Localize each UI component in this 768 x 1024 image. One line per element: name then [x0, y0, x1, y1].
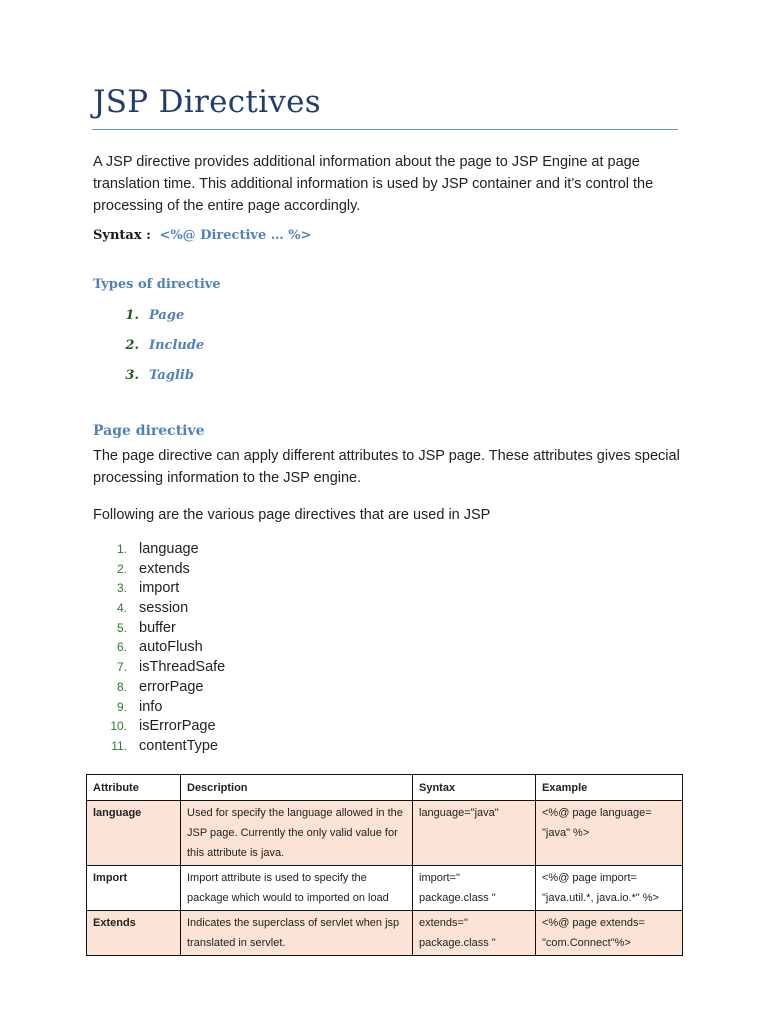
list-label: extends [139, 560, 190, 577]
list-number: 9. [116, 699, 127, 714]
list-label: errorPage [139, 678, 204, 695]
list-item [93, 559, 225, 579]
cell-syntax: language="java" [413, 801, 536, 866]
cell-description: Used for specify the language allowed in the JSP page. Currently the only valid value for this attribute is java. [181, 801, 413, 866]
page-attributes-list [93, 539, 225, 756]
list-number: 10. [110, 719, 127, 734]
types-heading: Types of directive [93, 277, 221, 292]
page-directive-paragraph: The page directive can apply different attributes to JSP page. These attributes gives special processing information to the JSP engine. [93, 448, 680, 486]
list-item [93, 618, 225, 638]
list-number: 1. [125, 308, 139, 323]
list-item [93, 657, 225, 677]
list-label: isErrorPage [139, 718, 216, 735]
directive-type-include: Include [149, 338, 205, 353]
table-row [87, 801, 683, 866]
column-header-syntax: Syntax [413, 775, 536, 801]
cell-example: <%@ page extends= "com.Connect"%> [536, 911, 683, 956]
attributes-table [86, 774, 683, 956]
syntax-label: Syntax : [93, 228, 151, 243]
list-item [93, 697, 225, 717]
list-item [93, 336, 204, 366]
cell-description: Indicates the superclass of servlet when jsp translated in servlet. [181, 911, 413, 956]
list-item [93, 366, 204, 396]
list-item [93, 736, 225, 756]
list-number: 6. [116, 640, 127, 655]
list-label: language [139, 541, 199, 557]
list-number: 4. [116, 601, 127, 616]
list-label: session [139, 600, 189, 617]
list-item [93, 677, 225, 697]
following-paragraph: Following are the various page directives that are used in JSP [93, 507, 491, 523]
list-item [93, 578, 225, 598]
directive-types-list [93, 306, 204, 396]
list-number: 2. [125, 338, 139, 353]
syntax-line [93, 228, 312, 243]
cell-attribute: Import [87, 866, 181, 911]
list-number: 2. [116, 561, 127, 576]
title-underline [92, 129, 678, 130]
page-title: JSP Directives [93, 84, 322, 120]
list-item [93, 539, 225, 559]
intro-paragraph: A JSP directive provides additional information about the page to JSP Engine at page translation time. This additional information is used by JSP container and it’s control the processing of the entire page accordingly. [93, 154, 654, 214]
cell-attribute: Extends [87, 911, 181, 956]
cell-example: <%@ page import= "java.util.*, java.io.*" %> [536, 866, 683, 911]
table-row [87, 911, 683, 956]
list-number: 3. [125, 368, 139, 383]
list-label: buffer [139, 619, 176, 636]
syntax-code: <%@ Directive … %> [159, 228, 312, 243]
list-item [93, 637, 225, 657]
list-number: 8. [116, 679, 127, 694]
list-label: isThreadSafe [139, 659, 226, 676]
list-label: autoFlush [139, 639, 203, 656]
table-row [87, 866, 683, 911]
list-label: info [139, 698, 163, 715]
cell-attribute: language [87, 801, 181, 866]
list-label: import [139, 580, 180, 597]
column-header-attribute: Attribute [87, 775, 181, 801]
list-number: 11. [111, 738, 127, 753]
table-header-row [87, 775, 683, 801]
list-item [93, 598, 225, 618]
cell-syntax: extends=" package.class " [413, 911, 536, 956]
list-number: 3. [116, 581, 127, 596]
list-item [93, 306, 204, 336]
list-label: contentType [139, 737, 218, 754]
cell-syntax: import=" package.class " [413, 866, 536, 911]
list-item [93, 716, 225, 736]
column-header-description: Description [181, 775, 413, 801]
attributes-table-wrapper [86, 774, 684, 949]
cell-description: Import attribute is used to specify the package which would to imported on load [181, 866, 413, 911]
directive-type-page: Page [149, 308, 185, 323]
list-number: 7. [116, 660, 127, 675]
column-header-example: Example [536, 775, 683, 801]
list-number: 1. [116, 542, 127, 556]
cell-example: <%@ page language= "java" %> [536, 801, 683, 866]
directive-type-taglib: Taglib [149, 368, 194, 383]
page-directive-heading: Page directive [93, 423, 205, 439]
list-number: 5. [116, 620, 127, 635]
